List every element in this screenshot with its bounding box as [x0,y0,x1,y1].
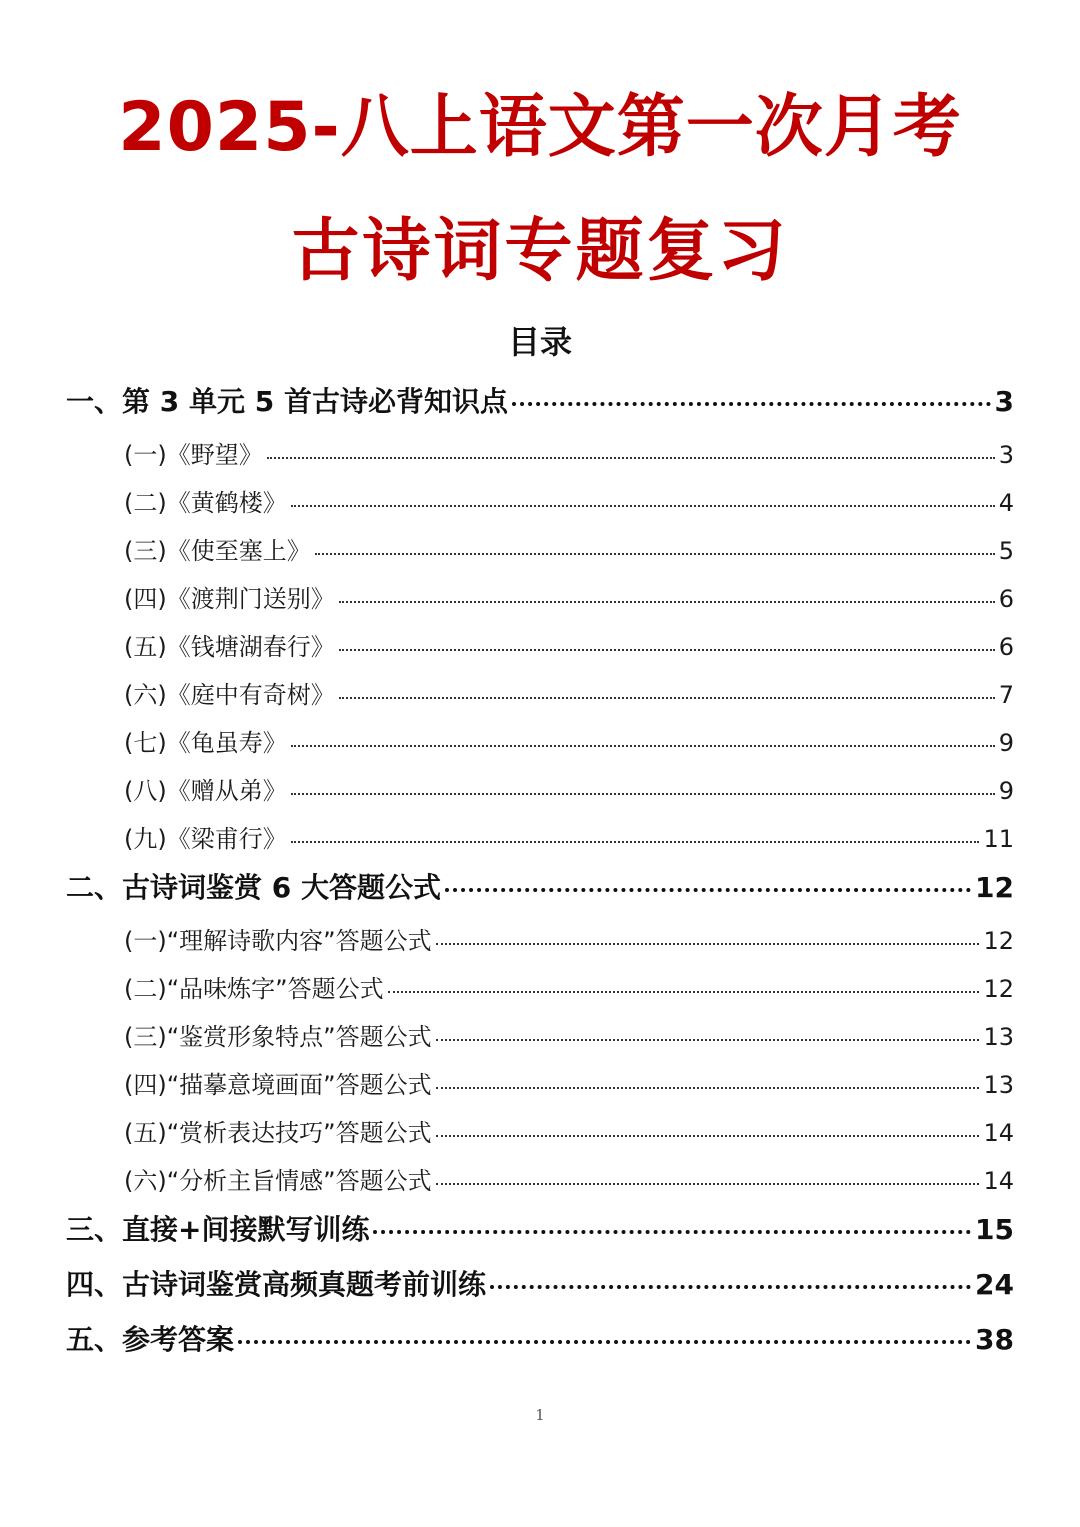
toc-entry-label: (四)“描摹意境画面”答题公式 [124,1071,432,1099]
toc-entry-page: 3 [998,441,1014,469]
toc-entry-label: (五)“赏析表达技巧”答题公式 [124,1119,432,1147]
toc-entry-1-5[interactable] [124,627,1014,662]
toc-entry-label: (七)《龟虽寿》 [124,729,287,757]
toc-entry-1-9[interactable] [124,819,1014,854]
toc-entry-2-3[interactable] [124,1017,1014,1052]
toc-entry-label: (五)《钱塘湖春行》 [124,633,335,661]
toc-entry-page: 12 [983,927,1014,955]
page-number: 1 [535,1406,545,1424]
dot-leader [339,697,995,699]
dot-leader [238,1340,971,1344]
toc-entry-page: 6 [998,633,1014,661]
toc-entry-page: 7 [998,681,1014,709]
toc-entry-section-3[interactable] [66,1208,1014,1248]
toc-entry-page: 24 [975,1268,1014,1301]
toc-entry-label: 四、古诗词鉴赏高频真题考前训练 [66,1268,487,1301]
toc-entry-label: (一)“理解诗歌内容”答题公式 [124,927,432,955]
toc-entry-label: (二)《黄鹤楼》 [124,489,287,517]
dot-leader [490,1285,971,1289]
dot-leader [436,943,980,945]
toc-entry-section-5[interactable] [66,1318,1014,1358]
toc-entry-page: 5 [998,537,1014,565]
toc-entry-1-4[interactable] [124,579,1014,614]
toc-entry-label: (九)《梁甫行》 [124,825,287,853]
toc-entry-2-4[interactable] [124,1065,1014,1100]
toc-entry-page: 13 [983,1071,1014,1099]
toc-entry-label: (三)“鉴赏形象特点”答题公式 [124,1023,432,1051]
dot-leader [291,745,995,747]
toc-entry-label: (八)《赠从弟》 [124,777,287,805]
toc-entry-1-2[interactable] [124,483,1014,518]
toc-entry-1-6[interactable] [124,675,1014,710]
dot-leader [373,1230,971,1234]
dot-leader [388,991,980,993]
dot-leader [267,457,995,459]
dot-leader [339,601,995,603]
toc-entry-2-2[interactable] [124,969,1014,1004]
toc-entry-1-1[interactable] [124,435,1014,470]
toc-entry-page: 6 [998,585,1014,613]
toc-entry-label: 二、古诗词鉴赏 6 大答题公式 [66,871,441,904]
toc-entry-page: 15 [975,1213,1014,1246]
toc-entry-page: 14 [983,1119,1014,1147]
toc-entry-page: 12 [983,975,1014,1003]
dot-leader [512,402,991,406]
dot-leader [436,1183,980,1185]
toc-entry-1-3[interactable] [124,531,1014,566]
dot-leader [291,505,995,507]
toc-entry-section-1[interactable] [66,380,1014,420]
toc-heading: 目录 [507,323,572,361]
toc-entry-section-4[interactable] [66,1263,1014,1303]
toc-entry-label: (一)《野望》 [124,441,263,469]
toc-entry-label: (四)《渡荆门送别》 [124,585,335,613]
toc-entry-label: (三)《使至塞上》 [124,537,311,565]
toc-entry-label: 一、第 3 单元 5 首古诗必背知识点 [66,385,508,418]
toc-entry-page: 38 [975,1323,1014,1356]
dot-leader [436,1135,980,1137]
toc-entry-page: 13 [983,1023,1014,1051]
toc-entry-1-7[interactable] [124,723,1014,758]
toc-entry-label: 五、参考答案 [66,1323,235,1356]
toc-entry-page: 9 [998,777,1014,805]
toc-entry-2-5[interactable] [124,1113,1014,1148]
dot-leader [339,649,995,651]
toc-entry-2-6[interactable] [124,1161,1014,1196]
dot-leader [315,553,995,555]
toc-entry-label: 三、直接+间接默写训练 [66,1213,370,1246]
toc-entry-1-8[interactable] [124,771,1014,806]
dot-leader [291,793,995,795]
toc-entry-label: (六)《庭中有奇树》 [124,681,335,709]
dot-leader [436,1087,980,1089]
toc-entry-page: 3 [994,385,1014,418]
dot-leader [445,888,971,892]
toc-entry-page: 14 [983,1167,1014,1195]
toc-entry-page: 11 [983,825,1014,853]
toc-entry-page: 12 [975,871,1014,904]
dot-leader [291,841,980,843]
toc-entry-label: (六)“分析主旨情感”答题公式 [124,1167,432,1195]
document-title-line2: 古诗词专题复习 [291,212,789,291]
toc-entry-2-1[interactable] [124,921,1014,956]
toc-entry-page: 4 [998,489,1014,517]
toc-entry-section-2[interactable] [66,866,1014,906]
toc-entry-page: 9 [998,729,1014,757]
dot-leader [436,1039,980,1041]
document-title-line1: 2025-八上语文第一次月考 [118,88,962,167]
toc-entry-label: (二)“品味炼字”答题公式 [124,975,384,1003]
